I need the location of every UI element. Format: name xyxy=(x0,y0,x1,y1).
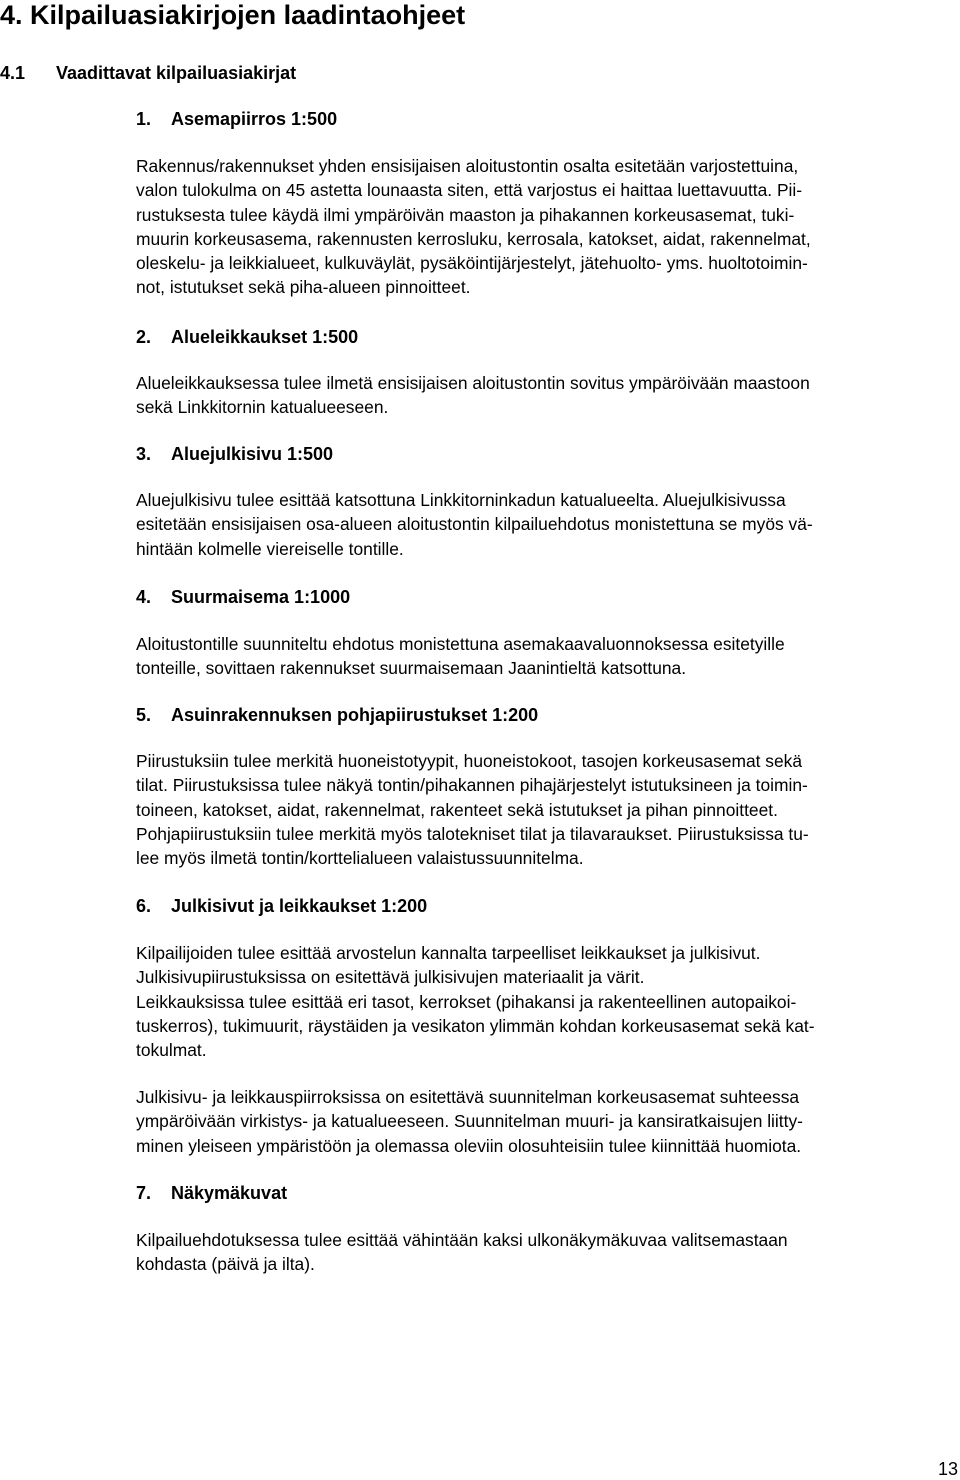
text-line: sekä Linkkitornin katualueeseen. xyxy=(136,397,389,418)
section-paragraph xyxy=(136,1085,954,1158)
section-title-text: Suurmaisema 1:1000 xyxy=(171,587,351,607)
subheading xyxy=(0,62,296,84)
section-paragraph xyxy=(136,1228,954,1277)
section-number: 4. xyxy=(136,587,152,607)
section-title xyxy=(136,108,337,130)
section-title xyxy=(136,326,358,348)
text-line: oleskelu- ja leikkialueet, kulkuväylät, pysäköintijärjestelyt, jätehuolto- yms. huoltotoimin- xyxy=(136,253,808,274)
section-title xyxy=(136,586,350,608)
section-title-text: Asuinrakennuksen pohjapiirustukset 1:200 xyxy=(171,705,539,725)
text-line: rustuksesta tulee käydä ilmi ympäröivän maaston ja pihakannen korkeusasemat, tuki- xyxy=(136,204,795,225)
text-line: Aloitustontille suunniteltu ehdotus monistettuna asemakaavaluonnoksessa esitetyille xyxy=(136,634,785,654)
section-number: 6. xyxy=(136,896,152,916)
section-paragraph xyxy=(136,488,954,561)
text-line: lee myös ilmetä tontin/korttelialueen valaistussuunnitelma. xyxy=(136,848,584,869)
section-paragraph xyxy=(136,154,954,300)
text-line: Rakennus/rakennukset yhden ensisijaisen aloitustontin osalta esitetään varjostettuina, xyxy=(136,156,799,176)
section-paragraph xyxy=(136,941,954,1062)
text-line: Kilpailijoiden tulee esittää arvostelun kannalta tarpeelliset leikkaukset ja julkisivut. xyxy=(136,943,761,963)
subheading-title: Vaadittavat kilpailuasiakirjat xyxy=(56,63,297,83)
section-paragraph xyxy=(136,371,954,420)
text-line: hintään kolmelle viereiselle tontille. xyxy=(136,538,404,559)
text-line: ympäröivään virkistys- ja katualueeseen. Suunnitelman muuri- ja kansiratkaisujen liitty- xyxy=(136,1111,803,1132)
section-title xyxy=(136,895,427,917)
text-line: Leikkauksissa tulee esittää eri tasot, kerrokset (pihakansi ja rakenteellinen autopaikoi- xyxy=(136,991,797,1012)
subheading-number: 4.1 xyxy=(0,63,26,83)
section-title-text: Alueleikkaukset 1:500 xyxy=(171,327,359,347)
text-line: tokulmat. xyxy=(136,1040,207,1061)
text-line: Julkisivupiirustuksissa on esitettävä julkisivujen materiaalit ja värit. xyxy=(136,967,645,988)
section-title xyxy=(136,704,538,726)
text-line: Piirustuksiin tulee merkitä huoneistotyypit, huoneistokoot, tasojen korkeusasemat sekä xyxy=(136,751,803,771)
text-line: tonteille, sovittaen rakennukset suurmaisemaan Jaanintieltä katsottuna. xyxy=(136,658,687,679)
text-line: esitetään ensisijaisen osa-alueen aloitustontin kilpailuehdotus monistettuna se myös vä- xyxy=(136,514,813,535)
section-title xyxy=(136,1182,287,1204)
page-number: 13 xyxy=(937,1459,958,1479)
text-line: Kilpailuehdotuksessa tulee esittää vähintään kaksi ulkonäkymäkuvaa valitsemastaan xyxy=(136,1230,788,1250)
text-line: toineen, katokset, aidat, rakennelmat, rakenteet sekä istutukset ja pihan pinnoitteet. xyxy=(136,799,778,820)
section-title xyxy=(136,443,333,465)
text-line: tilat. Piirustuksissa tulee näkyä tontin/pihakannen pihajärjestelyt istutuksineen ja toimin- xyxy=(136,775,808,796)
section-title-text: Aluejulkisivu 1:500 xyxy=(171,444,334,464)
section-title-text: Asemapiirros 1:500 xyxy=(171,109,338,129)
text-line: kohdasta (päivä ja ilta). xyxy=(136,1254,315,1275)
text-line: Julkisivu- ja leikkauspiirroksissa on esitettävä suunnitelman korkeusasemat suhteessa xyxy=(136,1087,800,1107)
page-heading: 4. Kilpailuasiakirjojen laadintaohjeet xyxy=(0,0,466,30)
text-line: muurin korkeusasema, rakennusten kerrosluku, kerrosala, katokset, aidat, rakennelmat, xyxy=(136,228,811,249)
section-paragraph xyxy=(136,749,954,870)
section-number: 1. xyxy=(136,109,152,129)
section-paragraph xyxy=(136,632,954,681)
text-line: Aluejulkisivu tulee esittää katsottuna Linkkitorninkadun katualueelta. Aluejulkisivussa xyxy=(136,490,786,510)
text-line: Alueleikkauksessa tulee ilmetä ensisijaisen aloitustontin sovitus ympäröivään maastoon xyxy=(136,373,810,393)
text-line: tuskerros), tukimuurit, räystäiden ja vesikaton ylimmän kohdan korkeusasemat sekä kat- xyxy=(136,1015,815,1036)
section-number: 7. xyxy=(136,1183,152,1203)
section-title-text: Julkisivut ja leikkaukset 1:200 xyxy=(171,896,428,916)
section-number: 2. xyxy=(136,327,152,347)
text-line: Pohjapiirustuksiin tulee merkitä myös talotekniset tilat ja tilavaraukset. Piirustuksissa tu- xyxy=(136,823,809,844)
text-line: valon tulokulma on 45 astetta lounaasta siten, että varjostus ei haittaa luettavuutta. Pii- xyxy=(136,180,803,201)
section-number: 5. xyxy=(136,705,152,725)
text-line: not, istutukset sekä piha-alueen pinnoitteet. xyxy=(136,277,471,298)
section-title-text: Näkymäkuvat xyxy=(171,1183,288,1203)
text-line: minen yleiseen ympäristöön ja olemassa oleviin olosuhteisiin tulee kiinnittää huomiota. xyxy=(136,1135,802,1156)
section-number: 3. xyxy=(136,444,152,464)
